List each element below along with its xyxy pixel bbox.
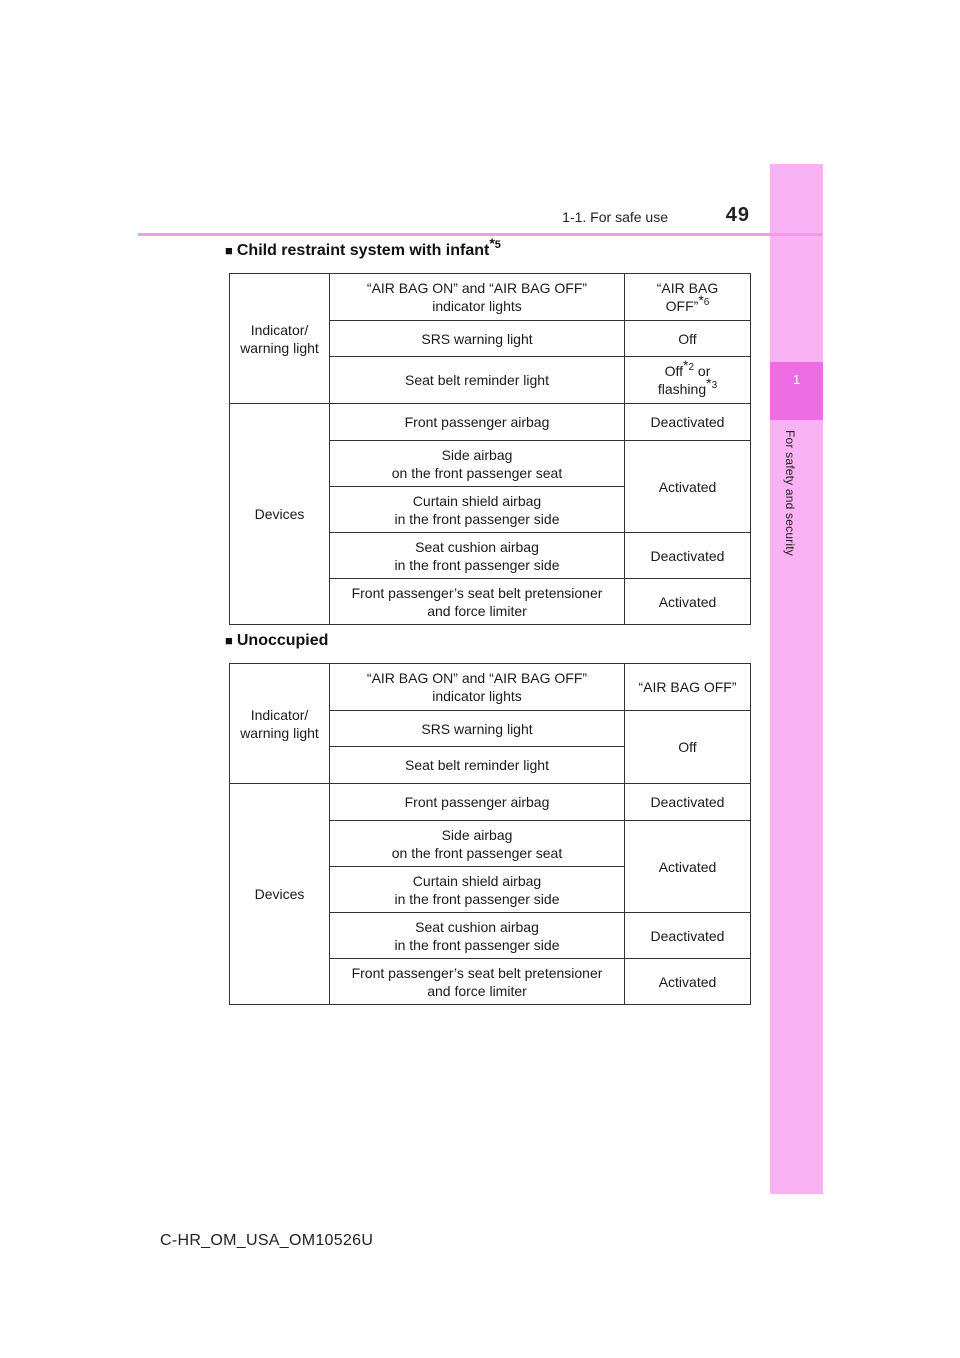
belt-value-off: Off <box>664 363 684 379</box>
srs-label-cell: SRS warning light <box>330 711 625 747</box>
cushion-label-cell: Seat cushion airbag in the front passenger side <box>330 533 625 579</box>
infant-heading-text: Child restraint system with infant <box>236 242 490 259</box>
cushion-label-cell: Seat cushion airbag in the front passenger side <box>330 913 625 959</box>
indicator-label-cell: “AIR BAG ON” and “AIR BAG OFF” indicator lights <box>330 664 625 711</box>
pretensioner-label-cell: Front passenger’s seat belt pretensioner and force limiter <box>330 579 625 625</box>
section-label: 1-1. For safe use <box>562 209 668 225</box>
srs-label-cell: SRS warning light <box>330 321 625 357</box>
cushion-value-cell: Deactivated <box>625 913 751 959</box>
devices-group-cell: Devices <box>230 784 330 1005</box>
srs-value-cell: Off <box>625 321 751 357</box>
pretensioner-value-cell: Activated <box>625 959 751 1005</box>
belt-label-cell: Seat belt reminder light <box>330 357 625 404</box>
belt-label-cell: Seat belt reminder light <box>330 747 625 784</box>
header-divider <box>138 233 823 236</box>
indicator-value-text: “AIR BAG OFF” <box>656 280 719 314</box>
front-airbag-value-cell: Deactivated <box>625 404 751 441</box>
pretensioner-value-cell: Activated <box>625 579 751 625</box>
unoccupied-heading <box>225 632 328 650</box>
front-airbag-value-cell: Deactivated <box>625 784 751 821</box>
footnote-mark: * <box>489 235 495 251</box>
indicator-group-cell: Indicator/ warning light <box>230 274 330 404</box>
indicator-value-cell <box>625 274 751 321</box>
table-row <box>230 784 751 821</box>
side-airbag-label-cell: Side airbag on the front passenger seat <box>330 821 625 867</box>
belt-value-cell <box>625 357 751 404</box>
unoccupied-heading-text: Unoccupied <box>236 632 329 649</box>
heading-bullet: ■ <box>225 633 233 648</box>
footnote-mark: * <box>698 292 704 308</box>
footnote-mark: * <box>706 375 712 391</box>
curtain-label-cell: Curtain shield airbag in the front passenger side <box>330 867 625 913</box>
infant-table <box>229 273 751 625</box>
srs-belt-value-cell: Off <box>625 711 751 784</box>
indicator-label-cell: “AIR BAG ON” and “AIR BAG OFF” indicator lights <box>330 274 625 321</box>
infant-heading <box>225 235 501 260</box>
belt-value-or: or <box>694 363 711 379</box>
table-row <box>230 664 751 711</box>
document-code: C-HR_OM_USA_OM10526U <box>160 1232 374 1249</box>
chapter-sidebar <box>770 164 823 1194</box>
side-airbag-label-cell: Side airbag on the front passenger seat <box>330 441 625 487</box>
table-row <box>230 274 751 321</box>
footnote-number: 2 <box>688 362 695 373</box>
indicator-group-cell: Indicator/ warning light <box>230 664 330 784</box>
side-curtain-value-cell: Activated <box>625 441 751 533</box>
belt-value-flashing: flashing <box>657 381 707 397</box>
front-airbag-label-cell: Front passenger airbag <box>330 784 625 821</box>
unoccupied-table <box>229 663 751 1005</box>
front-airbag-label-cell: Front passenger airbag <box>330 404 625 441</box>
cushion-value-cell: Deactivated <box>625 533 751 579</box>
chapter-tab[interactable] <box>770 362 823 420</box>
curtain-label-cell: Curtain shield airbag in the front passenger side <box>330 487 625 533</box>
footnote-mark: * <box>683 357 689 373</box>
footnote-number: 3 <box>711 380 718 391</box>
table-row <box>230 404 751 441</box>
devices-group-cell: Devices <box>230 404 330 625</box>
page-number: 49 <box>725 204 750 226</box>
heading-bullet: ■ <box>225 243 233 258</box>
chapter-tab-number: 1 <box>792 372 801 387</box>
footnote-number: 5 <box>494 239 501 251</box>
footnote-number: 6 <box>703 297 710 308</box>
chapter-title: For safety and security <box>783 430 797 556</box>
indicator-value-cell: “AIR BAG OFF” <box>625 664 751 711</box>
pretensioner-label-cell: Front passenger’s seat belt pretensioner and force limiter <box>330 959 625 1005</box>
side-curtain-value-cell: Activated <box>625 821 751 913</box>
